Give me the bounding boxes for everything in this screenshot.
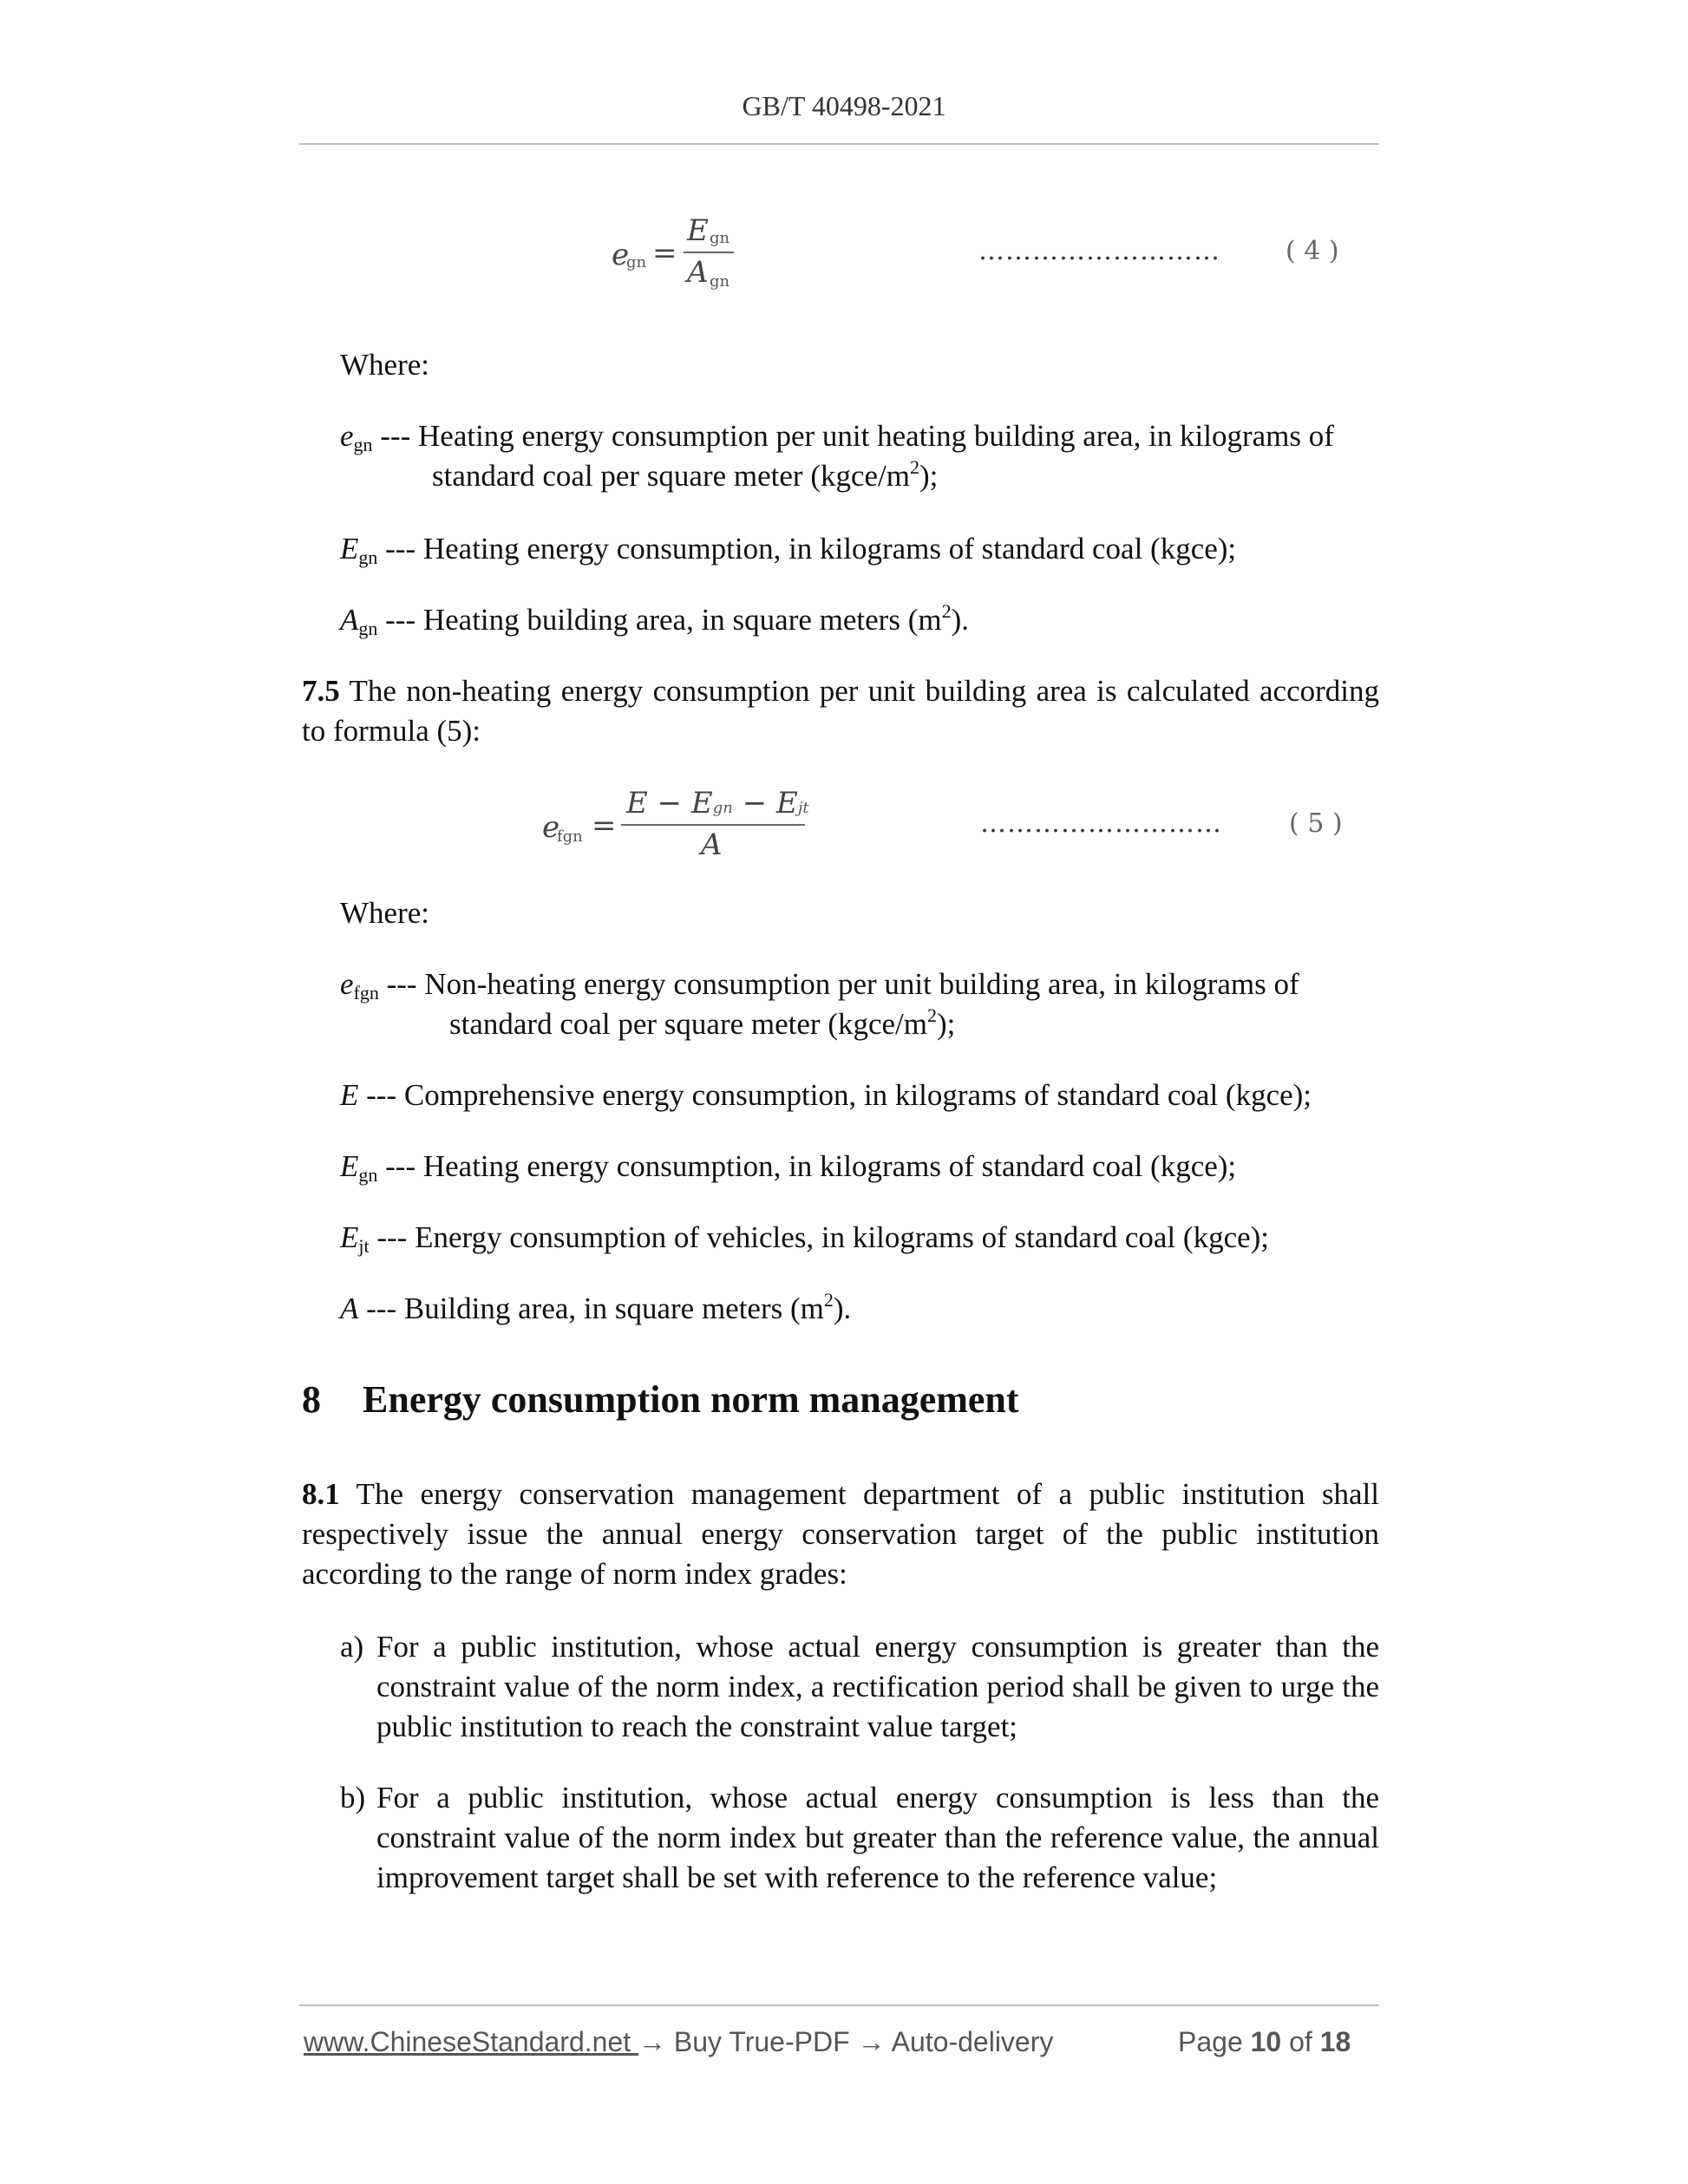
definition-text-end: ); [919,459,939,493]
definition-Egn-2 [340,1147,1381,1187]
formula-5-lhs: e [542,810,560,845]
clause-text: The energy conservation management department of a public institution shall respectively issue the annual energy conservation target of the public institution according to the range of norm index grades: [302,1477,1379,1591]
formula-5-number: ( 5 ) [1289,808,1343,839]
page-header: GB/T 40498-2021 [742,90,946,121]
formula-4-numerator-sub: gn [710,229,730,247]
definition-Ejt [340,1218,1381,1258]
formula-4-denominator-sub: gn [710,272,730,291]
formula-5-fraction-bar [621,824,805,826]
definition-text-end: ). [833,1291,852,1325]
definition-A [340,1289,1381,1329]
symbol-sub: gn [353,434,373,455]
definition-text: --- Heating building area, in square meters (m [377,603,942,637]
formula-5-term-sub: gn [712,799,733,817]
definition-egn-continued [432,456,1381,496]
definition-text: standard coal per square meter (kgce/m [432,459,910,493]
website-link[interactable]: www.ChineseStandard.net [304,2026,638,2057]
formula-5-term: E − E [626,786,713,821]
auto-delivery-text: Auto-delivery [885,2026,1054,2057]
symbol-sub: fgn [353,982,379,1004]
list-item-b: For a public institution, whose actual energy consumption is less than the constraint value of the norm index but greater than the reference value, the annual improvement target shall be set with reference to the reference value; [376,1781,1379,1894]
formula-4-fraction-bar [684,252,734,253]
symbol-sub: gn [358,1164,378,1186]
superscript: 2 [941,600,952,622]
where-label-1: Where: [340,348,429,382]
symbol: A [340,1291,359,1325]
symbol-sub: gn [358,618,378,639]
definition-text: --- Heating energy consumption, in kilograms of standard coal (kgce); [377,532,1237,566]
definition-text: standard coal per square meter (kgce/m [449,1007,927,1041]
formula-4-denominator: A [687,255,709,290]
symbol: E [340,1149,359,1183]
definition-text: --- Non-heating energy consumption per unit building area, in kilograms of [378,967,1299,1001]
arrow-right-icon: → [857,2026,886,2057]
definition-text: --- Energy consumption of vehicles, in kilograms of standard coal (kgce); [369,1220,1270,1254]
header-rule [299,143,1379,145]
symbol: e [340,419,354,453]
definition-text: --- Heating energy consumption, in kilograms of standard coal (kgce); [377,1149,1237,1183]
formula-4 [607,208,781,295]
formula-4-lhs: e [612,238,630,272]
formula-5-denominator: A [701,827,723,862]
of-label: of [1289,2026,1312,2057]
definition-text: --- Heating energy consumption per unit heating building area, in kilograms of [372,419,1334,453]
clause-7-5 [302,671,1379,751]
symbol: E [340,1078,359,1112]
total-pages: 18 [1319,2026,1351,2057]
list-item-b-marker: b) [340,1781,366,1815]
where-label-2: Where: [340,896,429,930]
definition-egn [340,416,1381,456]
symbol: e [340,967,354,1001]
formula-5-leader-dots: ……………………… [980,808,1222,839]
definition-text-end: ); [937,1007,956,1041]
page-label: Page [1178,2026,1243,2057]
clause-number: 7.5 [302,674,340,708]
formula-4-lhs-sub: gn [626,253,647,271]
page-indicator [1178,2026,1351,2058]
formula-5-term: − E [732,786,798,821]
superscript: 2 [927,1004,937,1026]
symbol-sub: jt [358,1235,370,1257]
list-item-a: For a public institution, whose actual energy consumption is greater than the constraint value of the norm index, a rectification period shall be given to urge the public institution to reach the constraint value target; [376,1630,1379,1743]
clause-text: The non-heating energy consumption per unit building area is calculated according to formula (5): [302,674,1379,748]
formula-5 [538,781,815,867]
symbol: E [340,532,359,566]
clause-8-1 [302,1475,1379,1594]
clause-number: 8.1 [302,1477,340,1511]
definition-Agn [340,600,1381,640]
formula-4-leader-dots: ……………………… [978,236,1220,266]
buy-true-pdf-text: Buy True-PDF [666,2026,858,2057]
symbol: E [340,1220,359,1254]
definition-Egn [340,529,1381,569]
definition-text-end: ). [951,603,969,637]
formula-4-numerator: E [687,213,709,248]
symbol: A [340,603,359,637]
definition-efgn [340,964,1381,1004]
definition-efgn-continued [449,1004,1381,1044]
footer-rule [299,2004,1379,2006]
formula-5-numerator [626,786,809,821]
formula-4-equals: = [652,236,677,271]
symbol-sub: gn [358,546,378,568]
formula-5-lhs-sub: fgn [557,827,583,846]
definition-E [340,1076,1381,1115]
arrow-right-icon: → [638,2026,666,2057]
superscript: 2 [910,456,919,478]
definition-text: --- Building area, in square meters (m [358,1291,824,1325]
list-item-a-marker: a) [340,1630,364,1664]
formula-4-number: ( 4 ) [1286,236,1339,266]
superscript: 2 [823,1289,834,1311]
section-8-title: Energy consumption norm management [363,1378,1019,1421]
definition-text: --- Comprehensive energy consumption, in kilograms of standard coal (kgce); [358,1078,1312,1112]
formula-5-term-sub: jt [797,799,809,817]
page-number: 10 [1250,2026,1282,2057]
section-8-number: 8 [302,1378,321,1421]
footer-links [304,2026,1053,2058]
formula-5-equals: = [592,808,617,843]
